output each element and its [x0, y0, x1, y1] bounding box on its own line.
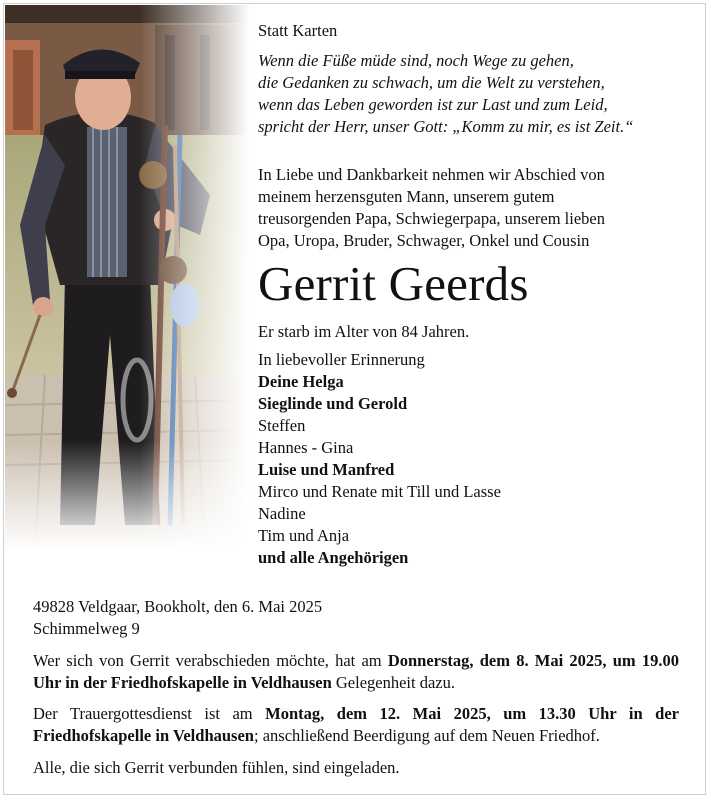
- intro-text: [258, 164, 605, 252]
- farewell-text: Wer sich von Gerrit verabschieden möchte, hat am: [33, 651, 388, 670]
- mourner: und alle Angehörigen: [258, 548, 409, 567]
- intro-line: Opa, Uropa, Bruder, Schwager, Onkel und Cousin: [258, 231, 590, 250]
- farewell-date: Donnerstag, dem 8. Mai 2025, um 19.00 Uhr in der Friedhofskapelle in Veldhausen: [33, 651, 680, 692]
- memory-intro: In liebevoller Erinnerung: [258, 350, 425, 369]
- mourner: Steffen: [258, 416, 306, 435]
- intro-line: meinem herzensguten Mann, unserem gutem: [258, 187, 555, 206]
- closing-line: Alle, die sich Gerrit verbunden fühlen, sind eingeladen.: [33, 758, 400, 777]
- portrait-photo: [5, 5, 250, 550]
- mourners-list: [258, 349, 501, 569]
- mourner: Deine Helga: [258, 372, 344, 391]
- poem-line: die Gedanken zu schwach, um die Welt zu verstehen,: [258, 73, 605, 92]
- service-text: ; anschließend Beerdigung auf dem Neuen Friedhof.: [253, 726, 600, 745]
- service-date: Montag, dem 12. Mai 2025, um 13.30 Uhr in der Friedhofskapelle in Veldhausen: [33, 704, 679, 745]
- mourner: Tim und Anja: [258, 526, 350, 545]
- service-paragraph: [33, 703, 679, 747]
- age-line: Er starb im Alter von 84 Jahren.: [258, 322, 470, 341]
- mourner: Luise und Manfred: [258, 460, 395, 479]
- farewell-text: Gelegenheit dazu.: [331, 673, 455, 692]
- mourner: Nadine: [258, 504, 306, 523]
- address-block: [33, 596, 679, 640]
- poem-line: wenn das Leben geworden ist zur Last und zum Leid,: [258, 95, 608, 114]
- mourner: Hannes - Gina: [258, 438, 354, 457]
- deceased-name: Gerrit Geerds: [258, 256, 529, 311]
- mourner: Sieglinde und Gerold: [258, 394, 408, 413]
- poem-line: Wenn die Füße müde sind, noch Wege zu gehen,: [258, 51, 574, 70]
- mourner: Mirco und Renate mit Till und Lasse: [258, 482, 501, 501]
- intro-line: In Liebe und Dankbarkeit nehmen wir Abschied von: [258, 165, 605, 184]
- header-label: Statt Karten: [258, 21, 338, 40]
- intro-line: treusorgenden Papa, Schwiegerpapa, unserem lieben: [258, 209, 605, 228]
- service-text: Der Trauergottesdienst ist am: [33, 704, 266, 723]
- address-line: 49828 Veldgaar, Bookholt, den 6. Mai 2025: [33, 597, 323, 616]
- poem: [258, 50, 633, 138]
- poem-line: spricht der Herr, unser Gott: „Komm zu mir, es ist Zeit.“: [258, 117, 634, 136]
- farewell-paragraph: [33, 650, 679, 694]
- address-line: Schimmelweg 9: [33, 619, 140, 638]
